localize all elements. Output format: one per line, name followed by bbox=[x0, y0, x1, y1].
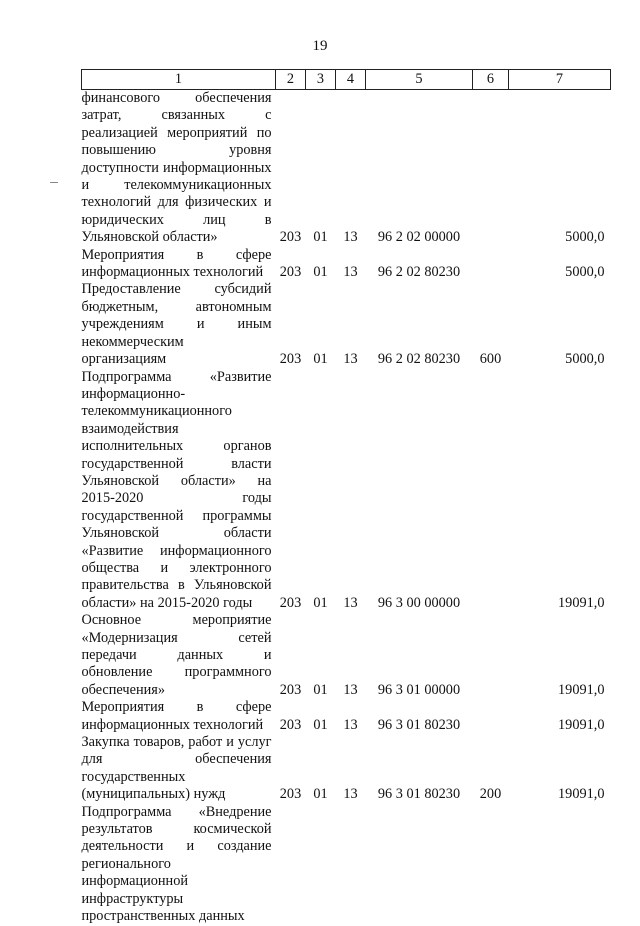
header-col-2: 2 bbox=[276, 70, 306, 90]
row-target-article: 96 3 01 80230 bbox=[377, 716, 461, 733]
row-name: Подпрограмма «Внедрение результатов космической деятельности и создание регионального информационной инфраструктуры пространственных данных bbox=[81, 803, 272, 925]
table-row bbox=[82, 612, 611, 699]
row-section: 01 bbox=[313, 229, 328, 246]
row-amount: 5000,0 bbox=[565, 264, 605, 281]
row-section: 01 bbox=[313, 716, 328, 733]
row-target-article: 96 3 01 00000 bbox=[377, 681, 461, 698]
row-amount bbox=[509, 804, 611, 926]
row-expense-type bbox=[473, 612, 509, 699]
row-section bbox=[306, 804, 336, 926]
row-code-admin: 203 bbox=[279, 594, 302, 611]
row-subsection: 13 bbox=[343, 786, 358, 803]
table-row bbox=[82, 90, 611, 247]
row-subsection: 13 bbox=[343, 351, 358, 368]
row-target-article: 96 3 00 00000 bbox=[377, 594, 461, 611]
row-expense-type: 600 bbox=[479, 351, 502, 368]
row-name: Мероприятия в сфере информационных технологий bbox=[81, 699, 272, 733]
header-col-7: 7 bbox=[509, 70, 611, 90]
row-expense-type bbox=[473, 247, 509, 282]
row-amount: 5000,0 bbox=[565, 351, 605, 368]
table-row bbox=[82, 369, 611, 613]
row-code-admin: 203 bbox=[279, 351, 302, 368]
table-row bbox=[82, 734, 611, 804]
row-section: 01 bbox=[313, 351, 328, 368]
table-row bbox=[82, 699, 611, 734]
page-number: 19 bbox=[312, 38, 328, 54]
row-name: Мероприятия в сфере информационных технологий bbox=[81, 246, 272, 281]
row-subsection bbox=[336, 804, 366, 926]
row-code-admin: 203 bbox=[279, 786, 302, 803]
row-section: 01 bbox=[313, 264, 328, 281]
row-section: 01 bbox=[313, 594, 328, 611]
row-code-admin: 203 bbox=[279, 229, 302, 246]
row-target-article: 96 2 02 00000 bbox=[377, 229, 461, 246]
table-row bbox=[82, 804, 611, 926]
row-code-admin bbox=[276, 804, 306, 926]
row-name: Закупка товаров, работ и услуг для обеспечения государственных (муниципальных) нужд bbox=[81, 734, 272, 803]
margin-mark bbox=[50, 182, 58, 183]
row-expense-type bbox=[473, 90, 509, 247]
row-subsection: 13 bbox=[343, 264, 358, 281]
row-amount: 19091,0 bbox=[558, 594, 605, 611]
row-expense-type bbox=[473, 369, 509, 613]
row-subsection: 13 bbox=[343, 681, 358, 698]
header-col-1: 1 bbox=[82, 70, 276, 90]
row-expense-type bbox=[473, 804, 509, 926]
budget-table bbox=[81, 69, 611, 926]
row-subsection: 13 bbox=[343, 229, 358, 246]
row-subsection: 13 bbox=[343, 594, 358, 611]
table-row bbox=[82, 281, 611, 368]
row-amount: 19091,0 bbox=[558, 681, 605, 698]
row-code-admin: 203 bbox=[279, 716, 302, 733]
row-target-article: 96 3 01 80230 bbox=[377, 786, 461, 803]
header-col-5: 5 bbox=[366, 70, 473, 90]
table-row bbox=[82, 247, 611, 282]
header-col-6: 6 bbox=[473, 70, 509, 90]
row-target-article: 96 2 02 80230 bbox=[377, 264, 461, 281]
row-name: финансового обеспечения затрат, связанных с реализацией мероприятий по повышению уровня доступности информационных и телекоммуникационных технологий для физических и юридических лиц в Ульяновской области» bbox=[81, 90, 272, 246]
row-code-admin: 203 bbox=[279, 681, 302, 698]
row-expense-type bbox=[473, 699, 509, 734]
row-subsection: 13 bbox=[343, 716, 358, 733]
row-name: Подпрограмма «Развитие информационно-телекоммуникационного взаимодействия исполнительных органов государственной власти Ульяновской области» на 2015-2020 годы государственной программы Ульяновской области «Развитие информационного общества и электронного правительства в Ульяновской области» на 2015-2020 годы bbox=[81, 368, 272, 611]
row-code-admin: 203 bbox=[279, 264, 302, 281]
row-amount: 5000,0 bbox=[565, 229, 605, 246]
row-target-article: 96 2 02 80230 bbox=[377, 351, 461, 368]
row-expense-type: 200 bbox=[479, 786, 502, 803]
header-row bbox=[82, 70, 611, 90]
row-section: 01 bbox=[313, 681, 328, 698]
header-col-4: 4 bbox=[336, 70, 366, 90]
row-target-article bbox=[366, 804, 473, 926]
header-col-3: 3 bbox=[306, 70, 336, 90]
row-amount: 19091,0 bbox=[558, 786, 605, 803]
row-amount: 19091,0 bbox=[558, 716, 605, 733]
row-name: Основное мероприятие «Модернизация сетей передачи данных и обновление программного обеспечения» bbox=[81, 612, 272, 698]
table-body bbox=[82, 90, 611, 926]
row-section: 01 bbox=[313, 786, 328, 803]
row-name: Предоставление субсидий бюджетным, автономным учреждениям и иным некоммерческим организациям bbox=[81, 281, 272, 368]
